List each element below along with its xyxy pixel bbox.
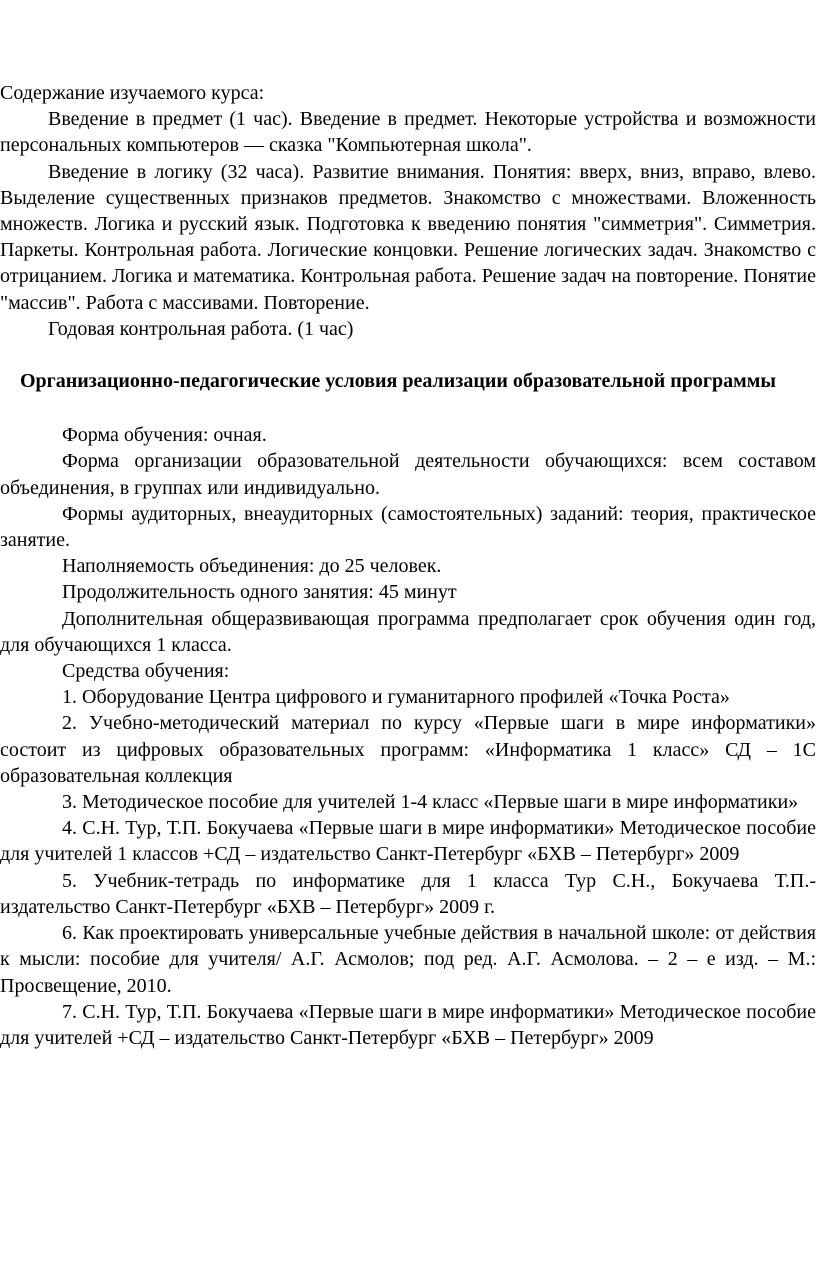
form-of-activity: Форма организации образовательной деятельности обучающихся: всем составом объединения, в группах или индивидуально.	[0, 450, 816, 499]
lesson-duration: Продолжительность одного занятия: 45 минут	[62, 581, 457, 604]
document-page	[0, 80, 816, 1051]
course-final-paragraph: Годовая контрольная работа. (1 час)	[48, 317, 354, 340]
means-list-item: 7. С.Н. Тур, Т.П. Бокучаева «Первые шаги в мире информатики» Методическое пособие для учителей +СД – издательство Санкт-Петербург «БХВ – Петербург» 2009	[0, 1000, 816, 1049]
task-forms: Формы аудиторных, внеаудиторных (самостоятельных) заданий: теория, практическое занятие.	[0, 502, 816, 552]
means-list-item: 3. Методическое пособие для учителей 1-4 класс «Первые шаги в мире информатики»	[62, 791, 799, 814]
section-heading: Организационно-педагогические условия реализации образовательной программы	[20, 370, 776, 393]
means-list-item: 4. С.Н. Тур, Т.П. Бокучаева «Первые шаги в мире информатики» Методическое пособие для учителей 1 классов +СД – издательство Санкт-Петербург «БХВ – Петербург» 2009	[0, 817, 816, 866]
course-intro-paragraph: Введение в предмет (1 час). Введение в предмет. Некоторые устройства и возможности персональных компьютеров — сказка "Компьютерная школа".	[0, 108, 816, 157]
means-list-item: 5. Учебник-тетрадь по информатике для 1 класса Тур С.Н., Бокучаева Т.П.- издательство Санкт-Петербург «БХВ – Петербург» 2009 г.	[0, 869, 816, 918]
course-content-title: Содержание изучаемого курса:	[0, 82, 265, 104]
program-term: Дополнительная общеразвивающая программа предполагает срок обучения один год, для обучающихся 1 класса.	[0, 607, 816, 656]
means-list-item: 1. Оборудование Центра цифрового и гуманитарного профилей «Точка Роста»	[62, 686, 730, 709]
means-list-item: 2. Учебно-методический материал по курсу «Первые шаги в мире информатики» состоит из цифровых образовательных программ: «Информатика 1 класс» СД – 1С образовательная коллекция	[0, 712, 816, 787]
means-list-item: 6. Как проектировать универсальные учебные действия в начальной школе: от действия к мысли: пособие для учителя/ А.Г. Асмолов; под ред. А.Г. Асмолова. – 2 – е изд. – М.: Просвещение, 2010.	[0, 922, 816, 997]
means-title: Средства обучения:	[62, 660, 230, 683]
group-size: Наполняемость объединения: до 25 человек.	[62, 555, 442, 578]
course-logic-paragraph: Введение в логику (32 часа). Развитие внимания. Понятия: вверх, вниз, вправо, влево. Выделение существенных признаков предметов. Знакомство с множествами. Вложенность множеств. Логика и русский язык. Подготовка к введению понятия "симметрия". Симметрия. Паркеты. Контрольная работа. Логические концовки. Решение логических задач. Знакомство с отрицанием. Логика и математика. Контрольная работа. Решение задач на повторение. Понятие "массив". Работа с массивами. Повторение.	[0, 160, 816, 314]
form-of-study: Форма обучения: очная.	[62, 424, 267, 447]
